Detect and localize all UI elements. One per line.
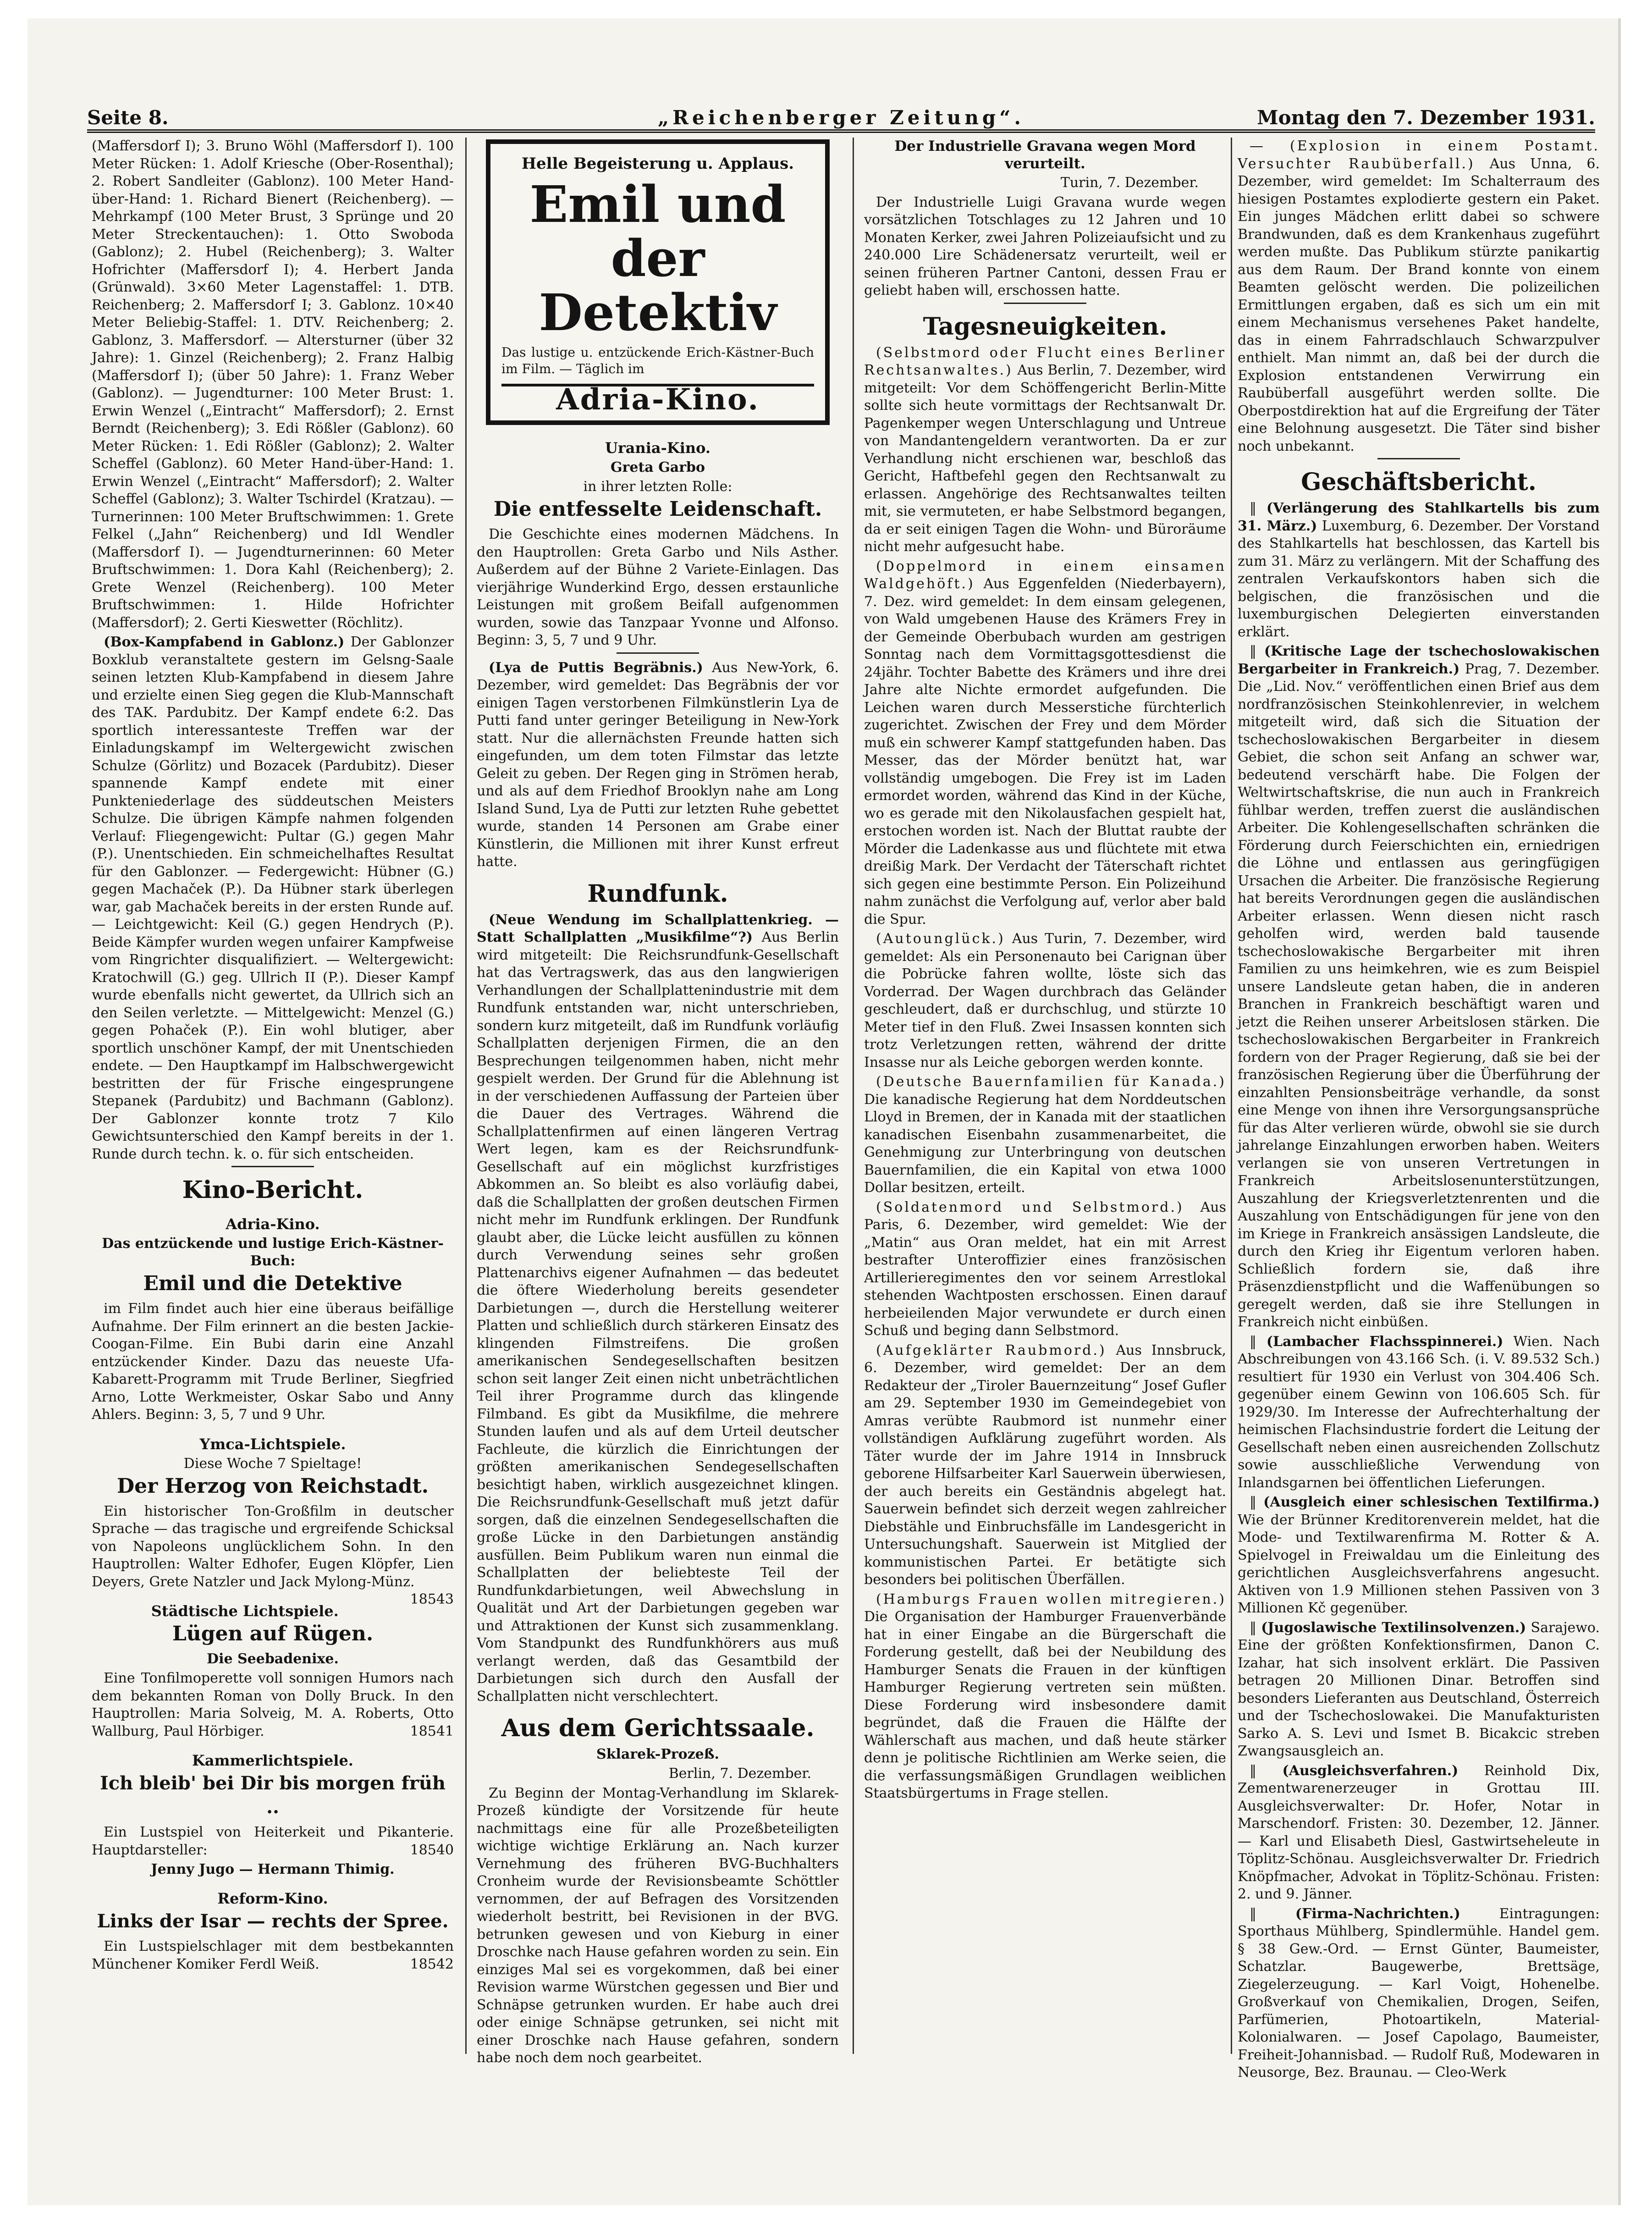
item-head: (Kritische Lage der tschechoslowakischen Bergarbeiter in Frankreich.) bbox=[1238, 643, 1600, 677]
article-text: Aus Berlin wird mitgeteilt: Die Reichsrundfunk-Gesellschaft hat das Vertragswerk, das aus den langwierigen Verhandlungen der Schallplattenindustrie mit dem Rundfunk entstanden war, nicht unterschrieben, sondern kurz mitgeteilt, daß im Rundfunk vorläufig Schallplatten derjenigen Firmen, die an den Besprechungen teilgenommen haben, nicht mehr gespielt werden. Der Grund für die Ablehnung ist in der verschiedenen Auffassung der Parteien über die Dauer des Vertrages. Während die Schallplattenfirmen auf einen längeren Vertrag Wert legen, kam es der Reichsrundfunk-Gesellschaft auf ein möglichst kurzfristiges Abkommen an. So bleibt es also vorläufig dabei, daß die Schallplatten der großen deutschen Firmen nicht mehr im Rundfunk erklingen. Der Rundfunk glaubt aber, die Lücke leicht ausfüllen zu können durch Verwendung seines sehr großen Plattenarchivs eigener Aufnahmen — das bedeutet die öftere Wiederholung bereits gesendeter Darbietungen —, durch die Herstellung weiterer Platten und schließlich durch stärkeren Einsatz des klingenden Filmstreifens. Die großen amerikanischen Sendegesellschaften besitzen schon seit langer Zeit einen nicht unbeträchtlichen Teil ihrer Programme durch das klingende Filmband. Es gibt da Musikfilme, die mehrere Stunden laufen und als auf dem Urteil deutscher Fachleute, die kürzlich die Einrichtungen der größten amerikanischen Sendegesellschaften besichtigt haben, wirklich ausgezeichnet klingen. Die Reichsrundfunk-Gesellschaft muß jetzt dafür sorgen, daß die einzelnen Sendegesellschaften die große Lücke in den Darbietungen anständig ausfüllen. Beim Publikum waren nun einmal die Schallplatten der beliebteste Teil der Rundfunkdarbietungen, weil Abwechslung in Qualität und Art der Darbietungen gegeben war und Attraktionen der Kunst sich zusammenklang. Vom Standpunkt des Rundfunkhörers aus muß verlangt werden, daß das Gesamtbild der Darbietungen sich durch den Ausfall der Schallplatten nicht verschlechtert. bbox=[477, 929, 839, 1705]
item-head: (Verlängerung des Stahlkartells bis zum 31. März.) bbox=[1238, 500, 1600, 534]
article-head: (Box-Kampfabend in Gablonz.) bbox=[104, 634, 345, 650]
film-description: im Film findet auch hier eine überaus beifällige Aufnahme. Der Film erinnert an die besten Jackie-Coogan-Filme. Ein Bubi darin eine Anzahl entzückender Kinder. Dazu das neueste Ufa-Kabarett-Programm mit Trude Berliner, Siegfried Arno, Lotte Werkmeister, Oskar Sabo und Anny Ahlers. Beginn: 3, 5, 7 und 9 Uhr. bbox=[92, 1301, 454, 1423]
article-text: Der Gablonzer Boxklub veranstaltete gestern im Gelsng-Saale seinen letzten Klub-Kampfabend in diesem Jahre und erzielte einen Sieg gegen die Klub-Mannschaft des TAK. Pardubitz. Der Kampf endete 6:2. Das sportlich interessanteste Treffen war der Einladungskampf im Weltergewicht zwischen Schulze (Görlitz) und Bozacek (Pardubitz). Dieser spannende Kampf endete mit einer Punkteniederlage des süddeutschen Meisters Schulze. Die übrigen Kämpfe nahmen folgenden Verlauf: Fliegengewicht: Pultar (G.) gegen Mahr (P.). Unentschieden. Ein schmeichelhaftes Resultat für den Gablonzer. — Federgewicht: Hübner (G.) gegen Machaček (P.). Da Hübner stark überlegen war, gab Machaček bereits in der ersten Runde auf. — Leichtgewicht: Keil (G.) gegen Hendrych (P.). Beide Kämpfer wurden wegen unfairer Kampfweise vom Ringrichter disqualifiziert. — Weltergewicht: Kratochwill (G.) geg. Ullrich II (P.). Dieser Kampf wurde ebenfalls nicht gewertet, da Ullrich sich an den Seilen verletzte. — Mittelgewicht: Menzel (G.) gegen Pohaček (P.). Ein wohl blutiger, aber sportlich unschöner Kampf, der mit Unentschieden endete. — Den Hauptkampf im Halbschwergewicht bestritten der für Frische eingesprungene Stepanek (Pardubitz) und Bachmann (Gablonz). Der Gablonzer konnte trotz 7 Kilo Gewichtsunterschied den Kampf bereits in der 1. Runde durch techn. k. o. für sich entscheiden. bbox=[92, 634, 454, 1162]
ad-tagline: Helle Begeisterung u. Applaus. bbox=[521, 155, 794, 173]
issue-date: Montag den 7. Dezember 1931. bbox=[1257, 106, 1595, 129]
film-title: Emil und die Detektive bbox=[143, 1272, 402, 1295]
news-article bbox=[864, 1591, 1226, 1803]
article-text: Zu Beginn der Montag-Verhandlung im Sklarek-Prozeß kündigte der Vorsitzende für heute nachmittags eine für alle Prozeßbeteiligten wichtige wichtige Erklärung an. Nach kurzer Vernehmung des früheren BVG-Buchhalters Cronheim wurde der Revisionsbeamte Schöttler vernommen, der auf Befragen des Vorsitzenden wiederholt bestritt, bei Revisionen in der BVG. betrunken gewesen und von Kieburg in einer Droschke nach Hause gefahren worden zu sein. Ein einziges Mal sei es vorgekommen, daß bei einer Revision warme Würstchen gegessen und Bier und Schnäpse getrunken wurden. Er habe auch drei oder einige Schnäpse getrunken, sei nicht mit einer Droschke nach Hause gefahren, sondern habe noch dem noch gearbeitet. bbox=[477, 1785, 839, 2066]
dateline: Turin, 7. Dezember. bbox=[1060, 175, 1199, 191]
film-description: Eine Tonfilmoperette voll sonnigen Humors nach dem bekannten Roman von Dolly Bruck. In den Hauptrollen: Maria Solveig, M. A. Roberts, Otto Wallburg, Paul Hörbiger. 18541 bbox=[92, 1670, 454, 1740]
article-text: Aus Turin, 7. Dezember, wird gemeldet: Als ein Personenauto bei Carignan über die Pobrücke fahren wollte, löste sich das Vorderrad. Der Wagen durchbrach das Geländer geschleudert, daß er durchschlug, und stürzte 10 Meter tief in den Fluß. Zwei Insassen konnten sich trotz Verletzungen retten, während der dritte Insasse nur als Leiche geborgen werden konnte. bbox=[864, 931, 1226, 1071]
item-text: Reinhold Dix, Zementwarenerzeuger in Grottau III. Ausgleichsverwalter: Dr. Hofer, Notar in Marschendorf. Fristen: 30. Dezember, 12. Jänner. — Karl und Elisabeth Diesl, Gastwirtseheleute in Töplitz-Schönau. Ausgleichsverwalter Dr. Friedrich Knöpfmacher, Advokat in Töplitz-Schönau. Fristen: 2. und 9. Jänner. bbox=[1238, 1762, 1600, 1902]
ad-film-title: Emil und der Detektiv bbox=[529, 174, 786, 342]
ad-description: Das lustige u. entzückende Erich-Kästner-Buch im Film. — Täglich im bbox=[501, 344, 814, 376]
item-head: (Jugoslawische Textilinsolvenzen.) bbox=[1261, 1619, 1526, 1636]
article-head: (Doppelmord in einem einsamen Waldgehöft.) bbox=[864, 558, 1226, 592]
article-text: Aus Paris, 6. Dezember, wird gemeldet: Wie der „Matin“ aus Oran meldet, hat ein mit Arrest bestrafter Unteroffizier eines französischen Artillerieregimentes den vor seinem Arrestlokal stehenden Wachtposten erschossen. Einen darauf herbeieilenden Major verwundete er durch einen Schuß und beging dann Selbstmord. bbox=[864, 1199, 1226, 1339]
article-head: — (Explosion in einem Postamt. Versuchter Raubüberfall.) bbox=[1238, 138, 1600, 172]
column-1 bbox=[92, 138, 454, 2054]
article-text: Aus Eggenfelden (Niederbayern), 7. Dez. wird gemeldet: In dem einsam gelegenen, von Wald umgebenen Hause des Krämers Frey in der Gemeinde Oberbubach wurden am gestrigen Sonntag nach dem Vormittagsgottesdienst die 24jähr. Tochter Babette des Krämers und ihre drei Jahre alte Nichte ermordet aufgefunden. Die Leichen waren durch Messerstiche fürchterlich zugerichtet. Zwischen der Frey und dem Mörder muß ein schwerer Kampf stattgefunden haben. Das Messer, das der Mörder benützt hat, war vollständig umgebogen. Die Frey ist im Laden ermordet worden, während das Kind in der Küche, wo es gerade mit den Nikolausfachen gespielt hat, erstochen worden ist. Nach der Bluttat raubte der Mörder die Ladenkasse aus und flüchtete mit etwa dreißig Mark. Der Verdacht der Täterschaft richtet sich gegen eine bestimmte Person. Ein Polizeihund nahm zunächst die Verfolgung auf, verlor aber bald die Spur. bbox=[864, 576, 1226, 927]
ad-code: 18541 bbox=[410, 1723, 454, 1739]
article-text: Aus Unna, 6. Dezember, wird gemeldet: Im Schalterraum des hiesigen Postamtes explodierte gestern ein Paket. Ein junges Mädchen erlitt dabei so schwere Brandwunden, daß es dem Krankenhaus zugeführt werden mußte. Das Publikum stürzte panikartig aus dem Raum. Der Brand konnte von einem Beamten gelöscht werden. Die polizeilichen Ermittlungen ergaben, daß es sich um ein mit einem Mechanismus versehenes Paket handelte, das in einem Fahrradschlauch Schwarzpulver enthielt. Man nimmt an, daß bei der durch die Explosion entstandenen Verwirrung ein Raubüberfall ausgeführt werden sollte. Die Oberpostdirektion hat auf die Ergreifung der Täter eine Belohnung ausgesetzt. Die Täter sind bisher noch unbekannt. bbox=[1238, 155, 1600, 454]
film-title: Lügen auf Rügen. bbox=[172, 1622, 374, 1645]
item-text: Wie der Brünner Kreditorenverein meldet, hat die Mode- und Textilwarenfirma M. Rotter & A. Spielvogel in Freiwaldau um die Einleitung des gerichtlichen Ausgleichsverfahrens angesucht. Aktiven von 1.9 Millionen stehen Passiven von 3 Millionen Kč gegenüber. bbox=[1238, 1512, 1600, 1616]
item-text: Eintragungen: Sporthaus Mühlberg, Spindlermühle. Handel gem. § 38 Gew.-Ord. — Ernst Günter, Baumeister, Schatzlar. Baugewerbe, Brettsäge, Ziegelerzeugung. — Karl Voigt, Hohenelbe. Großverkauf von Chemikalien, Drogen, Seifen, Parfümerien, Photoartikeln, Material-Kolonialwaren. — Josef Capolago, Baumeister, Freiheit-Johannisbad. — Rudolf Ruß, Modewaren in Neusorge, Bez. Braunau. — Cleo-Werk bbox=[1238, 1905, 1600, 2081]
section-title-tages: Tagesneuigkeiten. bbox=[923, 312, 1167, 341]
news-article bbox=[864, 1342, 1226, 1589]
column-4 bbox=[1238, 138, 1600, 2081]
news-article bbox=[477, 659, 839, 871]
item-head: (Firma-Nachrichten.) bbox=[1295, 1905, 1460, 1922]
sport-results: (Maffersdorf I); 3. Bruno Wöhl (Maffersdorf I). 100 Meter Rücken: 1. Adolf Kriesche (Ober-Rosenthal); 2. Robert Sandleiter (Gablonz). 100 Meter Hand-über-Hand: 1. Richard Bienert (Reichenberg). — Mehrkampf (100 Meter Brust, 3 Sprünge und 20 Meter Streckentauchen): 1. Otto Swoboda (Gablonz); 2. Hubel (Reichenberg); 3. Walter Hofrichter (Maffersdorf I); 4. Herbert Janda (Grünwald). 3×60 Meter Lagenstaffel: 1. DTB. Reichenberg; 2. Maffersdorf I; 3. Gablonz. 10×40 Meter Beliebig-Staffel: 1. DTV. Reichenberg; 2. Gablonz, 3. Maffersdorf. — Altersturner (über 32 Jahre): 1. Ginzel (Reichenberg); 2. Franz Halbig (Maffersdorf I); (über 50 Jahre): 1. Franz Weber (Gablonz). — Jugendturner: 100 Meter Brust: 1. Erwin Wenzel („Eintracht“ Maffersdorf); 2. Ernst Berndt (Reichenberg); 3. Edi Rößler (Gablonz). 60 Meter Rücken: 1. Edi Rößler (Gablonz); 2. Walter Scheffel (Gablonz). 60 Meter Hand-über-Hand: 1. Erwin Wenzel („Eintracht“ Maffersdorf); 2. Walter Scheffel (Gablonz); 3. Walter Tschirdel (Kratzau). — Turnerinnen: 100 Meter Bruftschwimmen: 1. Grete Felkel („Jahn“ Reichenberg) und Idl Wendler (Maffersdorf I). — Jugendturnerinnen: 60 Meter Bruftschwimmen: 1. Dora Kahl (Reichenberg); 2. Grete Wenzel (Reichenberg). 100 Meter Bruftschwimmen: 1. Hilde Hofrichter (Maffersdorf); 2. Gerti Kieswetter (Röchlitz). bbox=[92, 138, 454, 631]
article-head: (Lya de Puttis Begräbnis.) bbox=[489, 659, 703, 676]
business-item: ‖ (Verlängerung des Stahlkartells bis zum 31. März.) Luxemburg, 6. Dezember. Der Vorstand des Stahlkartells hat beschlossen, das Kartell bis zum 31. März zu verlängern. Mit der Schaffung des zentralen Verkaufskontors haben sich die belgischen, die französischen und die luxemburgischen Delegierten einverstanden erklärt. bbox=[1238, 500, 1600, 640]
film-star: Greta Garbo bbox=[610, 459, 705, 475]
business-item: ‖ (Kritische Lage der tschechoslowakischen Bergarbeiter in Frankreich.) Prag, 7. Dezember. Die „Lid. Nov.“ veröffentlichen einen Brief aus dem nordfranzösischen Steinkohlenrevier, in welchem mitgeteilt wird, daß sich die Situation der tschechoslowakischen Bergarbeiter in diesem Gebiet, die schon seit Anfang an schwer war, bedeutend verschärft habe. Die Folgen der Weltwirtschaftskrise, die nun auch in Frankreich fühlbar werden, treffen zuerst die ausländischen Arbeiter. Die Kohlengesellschaften schränken die Förderung durch Feierschichten ein, erniedrigen die Löhne und entlassen aus geringfügigen Ursachen die Arbeiter. Die französische Regierung hat bereits Verordnungen gegen die ausländischen Arbeiter erlassen. Wenn diesen nicht rasch geholfen wird, werden bald tausende tschechoslowakische Bergarbeiter mit ihren Familien zu uns heimkehren, wie es zum Beispiel unsere Landsleute getan haben, die in anderen Branchen in Frankreich beschäftigt waren und jetzt die Reihen unserer Arbeitslosen stärken. Die tschechoslowakischen Bergarbeiter in Frankreich fordern von der Prager Regierung, daß sie bei der französischen Regierung über die Überführung der einzahlten Pensionsbeiträge verhandle, da sonst eine Menge von ihnen ihre Versorgungsansprüche für das Alter verlieren würde, obwohl sie sie durch jahrelange Einzahlungen erworben haben. Weiters verlangen sie von unseren Vertretungen in Frankreich Arbeitslosenunterstützungen, Auszahlung der Kriegsverletztenrenten und die Auszahlung von Entschädigungen für jene von den im Kriege in Frankreich ansässigen Landsleute, die durch den Krieg ihr Eigentum verloren haben. Schließlich fordern sie, daß ihre Präsenzdienstpflicht und die Waffenübungen so geregelt werden, daß sie ihre Stellungen in Frankreich nicht einbüßen. bbox=[1238, 643, 1600, 1330]
section-divider bbox=[1004, 303, 1086, 304]
film-description: Die Geschichte eines modernen Mädchens. In den Hauptrollen: Greta Garbo und Nils Asther. Außerdem auf der Bühne 2 Variete-Einlagen. Das vierjährige Wunderkind Ergo, dessen erstaunliche Leistungen mit großem Beifall aufgenommen wurden, sowie das Tanzpaar Yvonne und Alfonso. Beginn: 3, 5, 7 und 9 Uhr. bbox=[477, 526, 839, 648]
news-article bbox=[864, 930, 1226, 1071]
news-article bbox=[1238, 138, 1600, 455]
business-item: ‖ (Ausgleichsverfahren.) Reinhold Dix, Zementwarenerzeuger in Grottau III. Ausgleichsverwalter: Dr. Hofer, Notar in Marschendorf. Fristen: 30. Dezember, 12. Jänner. — Karl und Elisabeth Diesl, Gastwirtseheleute in Töplitz-Schönau. Ausgleichsverwalter Dr. Friedrich Knöpfmacher, Advokat in Töplitz-Schönau. Fristen: 2. und 9. Jänner. bbox=[1238, 1762, 1600, 1902]
film-title: Der Herzog von Reichstadt. bbox=[116, 1474, 429, 1498]
news-article bbox=[477, 911, 839, 1706]
ad-code: 18543 bbox=[410, 1591, 454, 1607]
article-text: Der Industrielle Luigi Gravana wurde wegen vorsätzlichen Totschlages zu 12 Jahren und 10 Monaten Kerker, zwei Jahren Polizeiaufsicht und zu 240.000 Lire Schädenersatz verurteilt, weil er seinen früheren Partner Cantoni, dessen Frau er geliebt haben will, erschossen hatte. bbox=[864, 194, 1226, 298]
cinema-name: Urania-Kino. bbox=[605, 439, 711, 457]
article-text: Aus Berlin, 7. Dezember, wird mitgeteilt: Vor dem Schöffengericht Berlin-Mitte sollte sich heute vormittags der Rechtsanwalt Dr. Pagenkemper wegen Unterschlagung und Untreue von Mandantengeldern verantworten. Da er zur Verhandlung nicht erschienen war, beschloß das Gericht, Haftbefehl gegen den Rechtsanwalt zu erlassen. Angehörige des Rechtsanwaltes teilten mit, sie vermuteten, er habe Selbstmord begangen, da er seit einigen Tagen die Wohn- und Büroräume nicht mehr aufgesucht habe. bbox=[864, 362, 1226, 555]
section-divider bbox=[1377, 458, 1460, 459]
article-title: Der Industrielle Gravana wegen Mord verurteilt. bbox=[894, 138, 1196, 172]
cinema-name: Ymca-Lichtspiele. bbox=[199, 1435, 346, 1453]
column-2 bbox=[477, 138, 839, 2066]
news-article bbox=[864, 1073, 1226, 1197]
film-title: Links der Isar — rechts der Spree. bbox=[97, 1910, 449, 1932]
item-text: Wien. Nach Abschreibungen von 43.166 Sch. (i. V. 89.532 Sch.) resultiert für 1930 ein Verlust von 304.406 Sch. gegenüber einem Gewinn von 106.605 Sch. für 1929/30. Im Interesse der Aufrechterhaltung der heimischen Flachsindustrie fordert die Leitung der Gesellschaft neben einen ausreichenden Zollschutz sowie ausschließliche Verwendung von Inlandsgarnen bei öffentlichen Lieferungen. bbox=[1238, 1333, 1600, 1491]
news-article bbox=[864, 558, 1226, 929]
header-rule bbox=[87, 129, 1595, 133]
film-advertisement bbox=[486, 139, 830, 425]
film-description: Ein historischer Ton-Großfilm in deutscher Sprache — das tragische und ergreifende Schicksal von Napoleons unglücklichem Sohn. In den Hauptrollen: Walter Edhofer, Eugen Klöpfer, Lien Deyers, Grete Natzler und Jack Mylong-Münz. 18543 bbox=[92, 1503, 454, 1591]
article-head: (Hamburgs Frauen wollen mitregieren.) bbox=[876, 1591, 1226, 1607]
film-title: Die entfesselte Leidenschaft. bbox=[493, 497, 822, 521]
item-text: Luxemburg, 6. Dezember. Der Vorstand des Stahlkartells hat beschlossen, das Kartell bis zum 31. März zu verlängern. Mit der Schaffung des zentralen Verkaufskontors haben sich die belgischen, die französischen und die luxemburgischen Delegierten einverstanden erklärt. bbox=[1238, 518, 1600, 640]
cinema-name: Adria-Kino. bbox=[226, 1215, 320, 1233]
news-article bbox=[864, 1199, 1226, 1340]
article-head: (Neue Wendung im Schallplattenkrieg. — Statt Schallplatten „Musikfilme“?) bbox=[477, 911, 839, 945]
film-subtitle: Die Seebadenixe. bbox=[207, 1651, 339, 1667]
section-title-gericht: Aus dem Gerichtssaale. bbox=[501, 1714, 815, 1742]
item-text: Prag, 7. Dezember. Die „Lid. Nov.“ veröffentlichen einen Brief aus dem nordfranzösischen Steinkohlenrevier, in welchem mitgeteilt wird, daß sich die Situation der tschechoslowakischen Bergarbeiter in diesem Gebiet, die schon seit Anfang an schwer war, bedeutend verschärft habe. Die Folgen der Weltwirtschaftskrise, die nun auch in Frankreich fühlbar werden, treffen zuerst die ausländischen Arbeiter. Die Kohlengesellschaften schränken die Förderung durch Feierschichten ein, erniedrigen die Löhne und entlassen aus geringfügigen Ursachen die Arbeiter. Die französische Regierung hat bereits Verordnungen gegen die ausländischen Arbeiter erlassen. Wenn diesen nicht rasch geholfen wird, werden bald tausende tschechoslowakische Bergarbeiter mit ihren Familien zu uns heimkehren, wie es zum Beispiel unsere Landsleute getan haben, die in anderen Branchen in Frankreich beschäftigt waren und jetzt die Reihen unserer Arbeitslosen stärken. Die tschechoslowakischen Bergarbeiter in Frankreich fordern von der Prager Regierung, daß sie bei der französischen Regierung über die Überführung der einzahlten Pensionsbeiträge verhandle, da sonst eine Menge von ihnen ihre Versorgungsansprüche für das Alter verlieren würde, obwohl sie sie durch jahrelange Einzahlungen erworben haben. Weiters verlangen sie von unseren Vertretungen in Frankreich Arbeitslosenunterstützungen, Auszahlung der Kriegsverletztenrenten und die Auszahlung von Entschädigungen für jene von den im Kriege in Frankreich ansässigen Landsleute, die durch den Krieg ihr Eigentum verloren haben. Schließlich fordern sie, daß ihre Präsenzdienstpflicht und die Waffenübungen so geregelt werden, daß sie ihre Stellungen in Frankreich nicht einbüßen. bbox=[1238, 661, 1600, 1330]
boxing-article bbox=[92, 634, 454, 1163]
cinema-name: Städtische Lichtspiele. bbox=[151, 1602, 339, 1620]
ad-code: 18542 bbox=[410, 1956, 454, 1972]
article-text: Aus New-York, 6. Dezember, wird gemeldet: Das Begräbnis der vor einigen Tagen verstorbenen Filmkünstlerin Lya de Putti fand unter geringer Beteiligung in New-York statt. Nur die allernächsten Freunde hatten sich eingefunden, um dem toten Filmstar das letzte Geleit zu geben. Der Regen ging in Strömen herab, und als auf dem Friedhof Brooklyn nahe am Long Island Sund, Lya de Putti zur letzten Ruhe gebettet wurde, standen 14 Personen am Grabe einer Künstlerin, die Millionen mit ihrer Kunst erfreut hatte. bbox=[477, 659, 839, 870]
article-head: (Deutsche Bauernfamilien für Kanada.) bbox=[876, 1074, 1226, 1090]
item-head: (Ausgleichsverfahren.) bbox=[1282, 1762, 1459, 1779]
masthead: „Reichenberger Zeitung“. bbox=[657, 106, 1025, 129]
film-cast: Jenny Jugo — Hermann Thimig. bbox=[151, 1861, 395, 1877]
section-divider bbox=[617, 652, 699, 654]
article-head: (Autounglück.) bbox=[876, 931, 1005, 947]
article-head: (Selbstmord oder Flucht eines Berliner Rechtsanwaltes.) bbox=[864, 344, 1226, 378]
item-head: (Ausgleich einer schlesischen Textilfirma.) bbox=[1263, 1494, 1600, 1510]
business-item: ‖ (Lambacher Flachsspinnerei.) Wien. Nach Abschreibungen von 43.166 Sch. (i. V. 89.532 Sch.) resultiert für 1930 ein Verlust von 304.406 Sch. gegenüber einem Gewinn von 106.605 Sch. für 1929/30. Im Interesse der Aufrechterhaltung der heimischen Flachsindustrie fordert die Leitung der Gesellschaft neben einen ausreichenden Zollschutz sowie ausschließliche Verwendung von Inlandsgarnen bei öffentlichen Lieferungen. bbox=[1238, 1333, 1600, 1491]
column-3 bbox=[864, 138, 1226, 2054]
business-item: ‖ (Jugoslawische Textilinsolvenzen.) Sarajewo. Eine der größten Konfektionsfirmen, Danon C. Izahar, hat sich insolvent erklärt. Die Passiven betragen 20 Millionen Dinar. Betroffen sind besonders Lieferanten aus Deutschland, Österreich und der Tschechoslowakei. Die Manufakturisten Sarko A. S. Levi und Ismet B. Bicakcic streben Zwangsausgleich an. bbox=[1238, 1619, 1600, 1759]
column-rule bbox=[1231, 138, 1232, 2054]
cinema-name: Kammerlichtspiele. bbox=[192, 1752, 353, 1769]
business-item: ‖ (Firma-Nachrichten.) Eintragungen: Sporthaus Mühlberg, Spindlermühle. Handel gem. § 38 Gew.-Ord. — Ernst Günter, Baumeister, Schatzlar. Baugewerbe, Brettsäge, Ziegelerzeugung. — Karl Voigt, Hohenelbe. Großverkauf von Chemikalien, Drogen, Seifen, Parfümerien, Photoartikeln, Material-Kolonialwaren. — Josef Capolago, Baumeister, Freiheit-Johannisbad. — Rudolf Ruß, Modewaren in Neusorge, Bez. Braunau. — Cleo-Werk bbox=[1238, 1905, 1600, 2081]
column-rule bbox=[853, 138, 854, 2054]
item-text: Sarajewo. Eine der größten Konfektionsfirmen, Danon C. Izahar, hat sich insolvent erklärt. Die Passiven betragen 20 Millionen Dinar. Betroffen sind besonders Lieferanten aus Deutschland, Österreich und der Tschechoslowakei. Die Manufakturisten Sarko A. S. Levi und Ismet B. Bicakcic streben Zwangsausgleich an. bbox=[1238, 1619, 1600, 1759]
column-rule bbox=[465, 138, 467, 2054]
section-divider bbox=[231, 1166, 314, 1167]
article-head: (Soldatenmord und Selbstmord.) bbox=[876, 1199, 1184, 1215]
ad-code: 18540 bbox=[410, 1842, 454, 1858]
dateline: Berlin, 7. Dezember. bbox=[668, 1766, 811, 1782]
film-note: in ihrer letzten Rolle: bbox=[583, 479, 732, 495]
section-title-rundfunk: Rundfunk. bbox=[587, 879, 728, 908]
business-item: ‖ (Ausgleich einer schlesischen Textilfirma.) Wie der Brünner Kreditorenverein meldet, hat die Mode- und Textilwarenfirma M. Rotter & A. Spielvogel in Freiwaldau um die Einleitung des gerichtlichen Ausgleichsverfahrens angesucht. Aktiven von 1.9 Millionen stehen Passiven von 3 Millionen Kč gegenüber. bbox=[1238, 1494, 1600, 1616]
article-text: Die kanadische Regierung hat dem Norddeutschen Lloyd in Bremen, der in Kanada mit der staatlichen kanadischen Eisenbahn zusammenarbeitet, die Genehmigung zur Unterbringung von deutschen Bauernfamilien, die ein Kapital von etwa 1000 Dollar besitzen, erteilt. bbox=[864, 1091, 1226, 1196]
section-title-kino: Kino-Bericht. bbox=[182, 1176, 363, 1204]
cinema-subtitle: Das entzückende und lustige Erich-Kästner-Buch: bbox=[102, 1236, 444, 1269]
news-article bbox=[864, 344, 1226, 556]
cinema-name: Reform-Kino. bbox=[217, 1890, 328, 1907]
cinema-note: Diese Woche 7 Spieltage! bbox=[183, 1455, 362, 1472]
article-subtitle: Sklarek-Prozeß. bbox=[596, 1746, 719, 1762]
film-description: Ein Lustspielschlager mit dem bestbekannten Münchener Komiker Ferdl Weiß. 18542 bbox=[92, 1938, 454, 1973]
section-title-geschaeft: Geschäftsbericht. bbox=[1301, 468, 1536, 496]
article-head: (Aufgeklärter Raubmord.) bbox=[876, 1342, 1107, 1358]
page-number: Seite 8. bbox=[87, 106, 169, 129]
article-text: Aus Innsbruck, 6. Dezember, wird gemeldet: Der an dem Redakteur der „Tiroler Bauernzeitung“ Josef Gufler am 29. September 1930 im Gemeindegebiet von Amras verübte Raubmord ist nunmehr einer vollständigen Aufklärung zugeführt worden. Als Täter wurde der im Jahre 1914 in Innsbruck geborene Hilfsarbeiter Karl Sauerwein überwiesen, der auch bereits ein Geständnis abgelegt hat. Sauerwein befindet sich derzeit wegen zahlreicher Diebstähle und Einbruchsfälle im Landesgericht in Untersuchungshaft. Sauerwein ist Mitglied der kommunistischen Partei. Er betätigte sich besonders bei politischen Überfällen. bbox=[864, 1342, 1226, 1588]
ad-cinema: Adria-Kino. bbox=[501, 384, 814, 409]
article-text: Die Organisation der Hamburger Frauenverbände hat in einer Eingabe an die Bürgerschaft die Forderung gestellt, daß bei der Neubildung des Hamburger Senats die Frauen in der künftigen Hamburger Regierung vertreten sein müßten. Diese Forderung wird insbesondere damit begründet, daß die Frauen die Hälfte der Wählerschaft aus machen, und daß heute stärker denn je politische Richtlinien am Werke seien, die die verfassungsmäßigen Grundlagen weiblichen Staatsbürgertums in Frage stellen. bbox=[864, 1609, 1226, 1801]
film-description: Ein Lustspiel von Heiterkeit und Pikanterie. Hauptdarsteller: 18540 bbox=[92, 1824, 454, 1859]
film-title: Ich bleib' bei Dir bis morgen früh .. bbox=[99, 1772, 446, 1818]
item-head: (Lambacher Flachsspinnerei.) bbox=[1266, 1333, 1503, 1350]
